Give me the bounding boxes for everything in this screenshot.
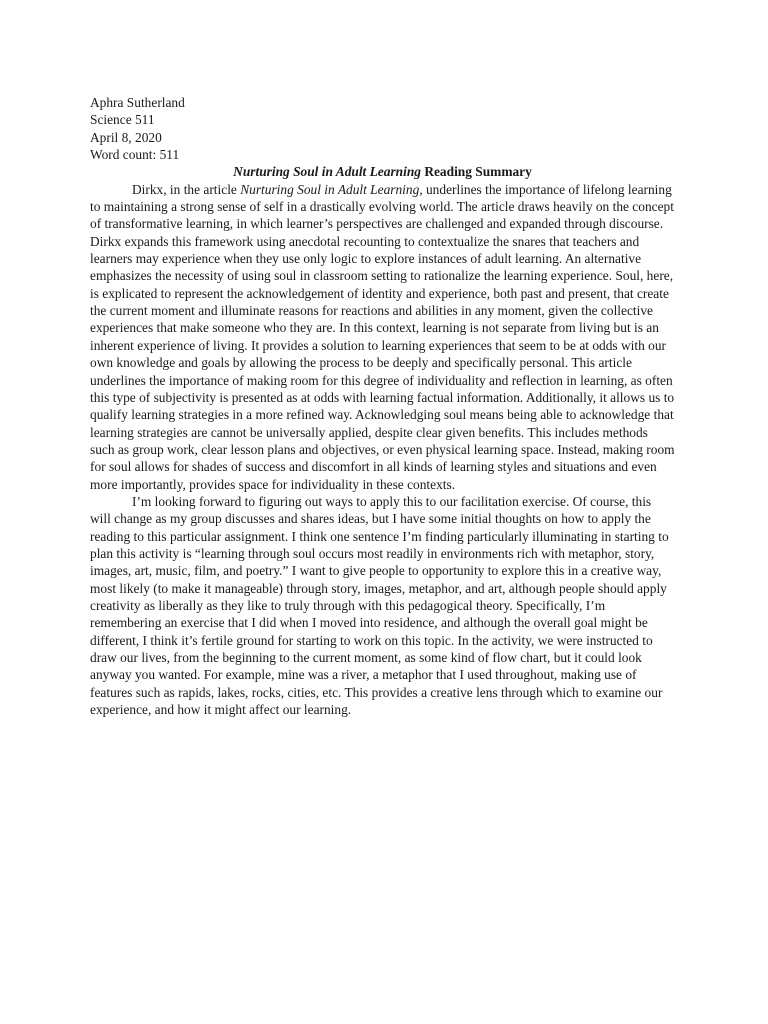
paragraph-body: underlines the importance of lifelong learning to maintaining a strong sense of self in a drastically evolving world. The article draws heavily on the concept of transformative learning, in which learner’s perspectives are challenged and expanded through discourse. Dirkx expands this framework using anecdotal recounting to contextualize the snares that teachers and learners may experience when they use only logic to explore instances of adult learning. An alternative emphasizes the necessity of using soul in classroom setting to rationalize the learning experience. Soul, here, is explicated to represent the acknowledgement of identity and experience, both past and present, that create the current moment and illuminate reasons for reactions and abilities in any moment, given the collective experiences that make someone who they are. In this context, learning is not separate from living but is an inherent experience of living. It provides a solution to learning experiences that seem to be at odds with our own knowledge and goals by allowing the process to be deeply and specifically personal. This article underlines the importance of making room for this degree of individuality and reflection in learning, as often this type of subjectivity is presented as at odds with learning factual information. Additionally, it allows us to qualify learning strategies in a more refined way. Acknowledging soul means being able to acknowledge that learning strategies are cannot be universally applied, despite clear given benefits. This includes methods such as group work, clear lesson plans and objectives, or even physical learning space. Instead, making room for soul allows for shades of success and discomfort in all kinds of learning styles and situations and even more importantly, provides space for individuality in these contexts. bbox=[90, 181, 675, 492]
document-body bbox=[90, 94, 675, 718]
summary-paragraph bbox=[90, 181, 675, 493]
reflection-paragraph: I’m looking forward to figuring out ways to apply this to our facilitation exercise. Of course, this will change as my group discusses and shares ideas, but I have some initial thoughts on how to apply the reading to this particular assignment. I think one sentence I’m finding particularly illuminating in starting to plan this activity is “learning through soul occurs most readily in environments rich with metaphor, story, images, art, music, film, and poetry.” I want to give people to opportunity to explore this in a creative way, most likely (to make it manageable) through story, images, metaphor, and art, although people should apply creativity as liberally as they like to truly through with this pedagogical theory. Specifically, I’m remembering an exercise that I did when I moved into residence, and although the overall goal might be different, I think it’s fertile ground for starting to work on this topic. In the activity, we were instructed to draw our lives, from the beginning to the current moment, as some kind of flow chart, but it could look anyway you wanted. For example, mine was a river, a metaphor that I used throughout, making use of features such as rapids, lakes, rocks, cities, etc. This provides a creative lens through which to examine our experience, and how it might affect our learning. bbox=[90, 493, 669, 718]
author-name: Aphra Sutherland bbox=[90, 95, 185, 110]
title-rest: Reading Summary bbox=[420, 164, 532, 180]
word-count: Word count: 511 bbox=[90, 147, 180, 163]
document-date: April 8, 2020 bbox=[90, 129, 162, 145]
paragraph-article-title: Nurturing Soul in Adult Learning, bbox=[240, 181, 423, 197]
course-name: Science 511 bbox=[90, 112, 155, 128]
document-title bbox=[90, 163, 675, 180]
paragraph-lead: Dirkx, in the article bbox=[132, 181, 241, 197]
title-article-name: Nurturing Soul in Adult Learning bbox=[233, 164, 421, 180]
